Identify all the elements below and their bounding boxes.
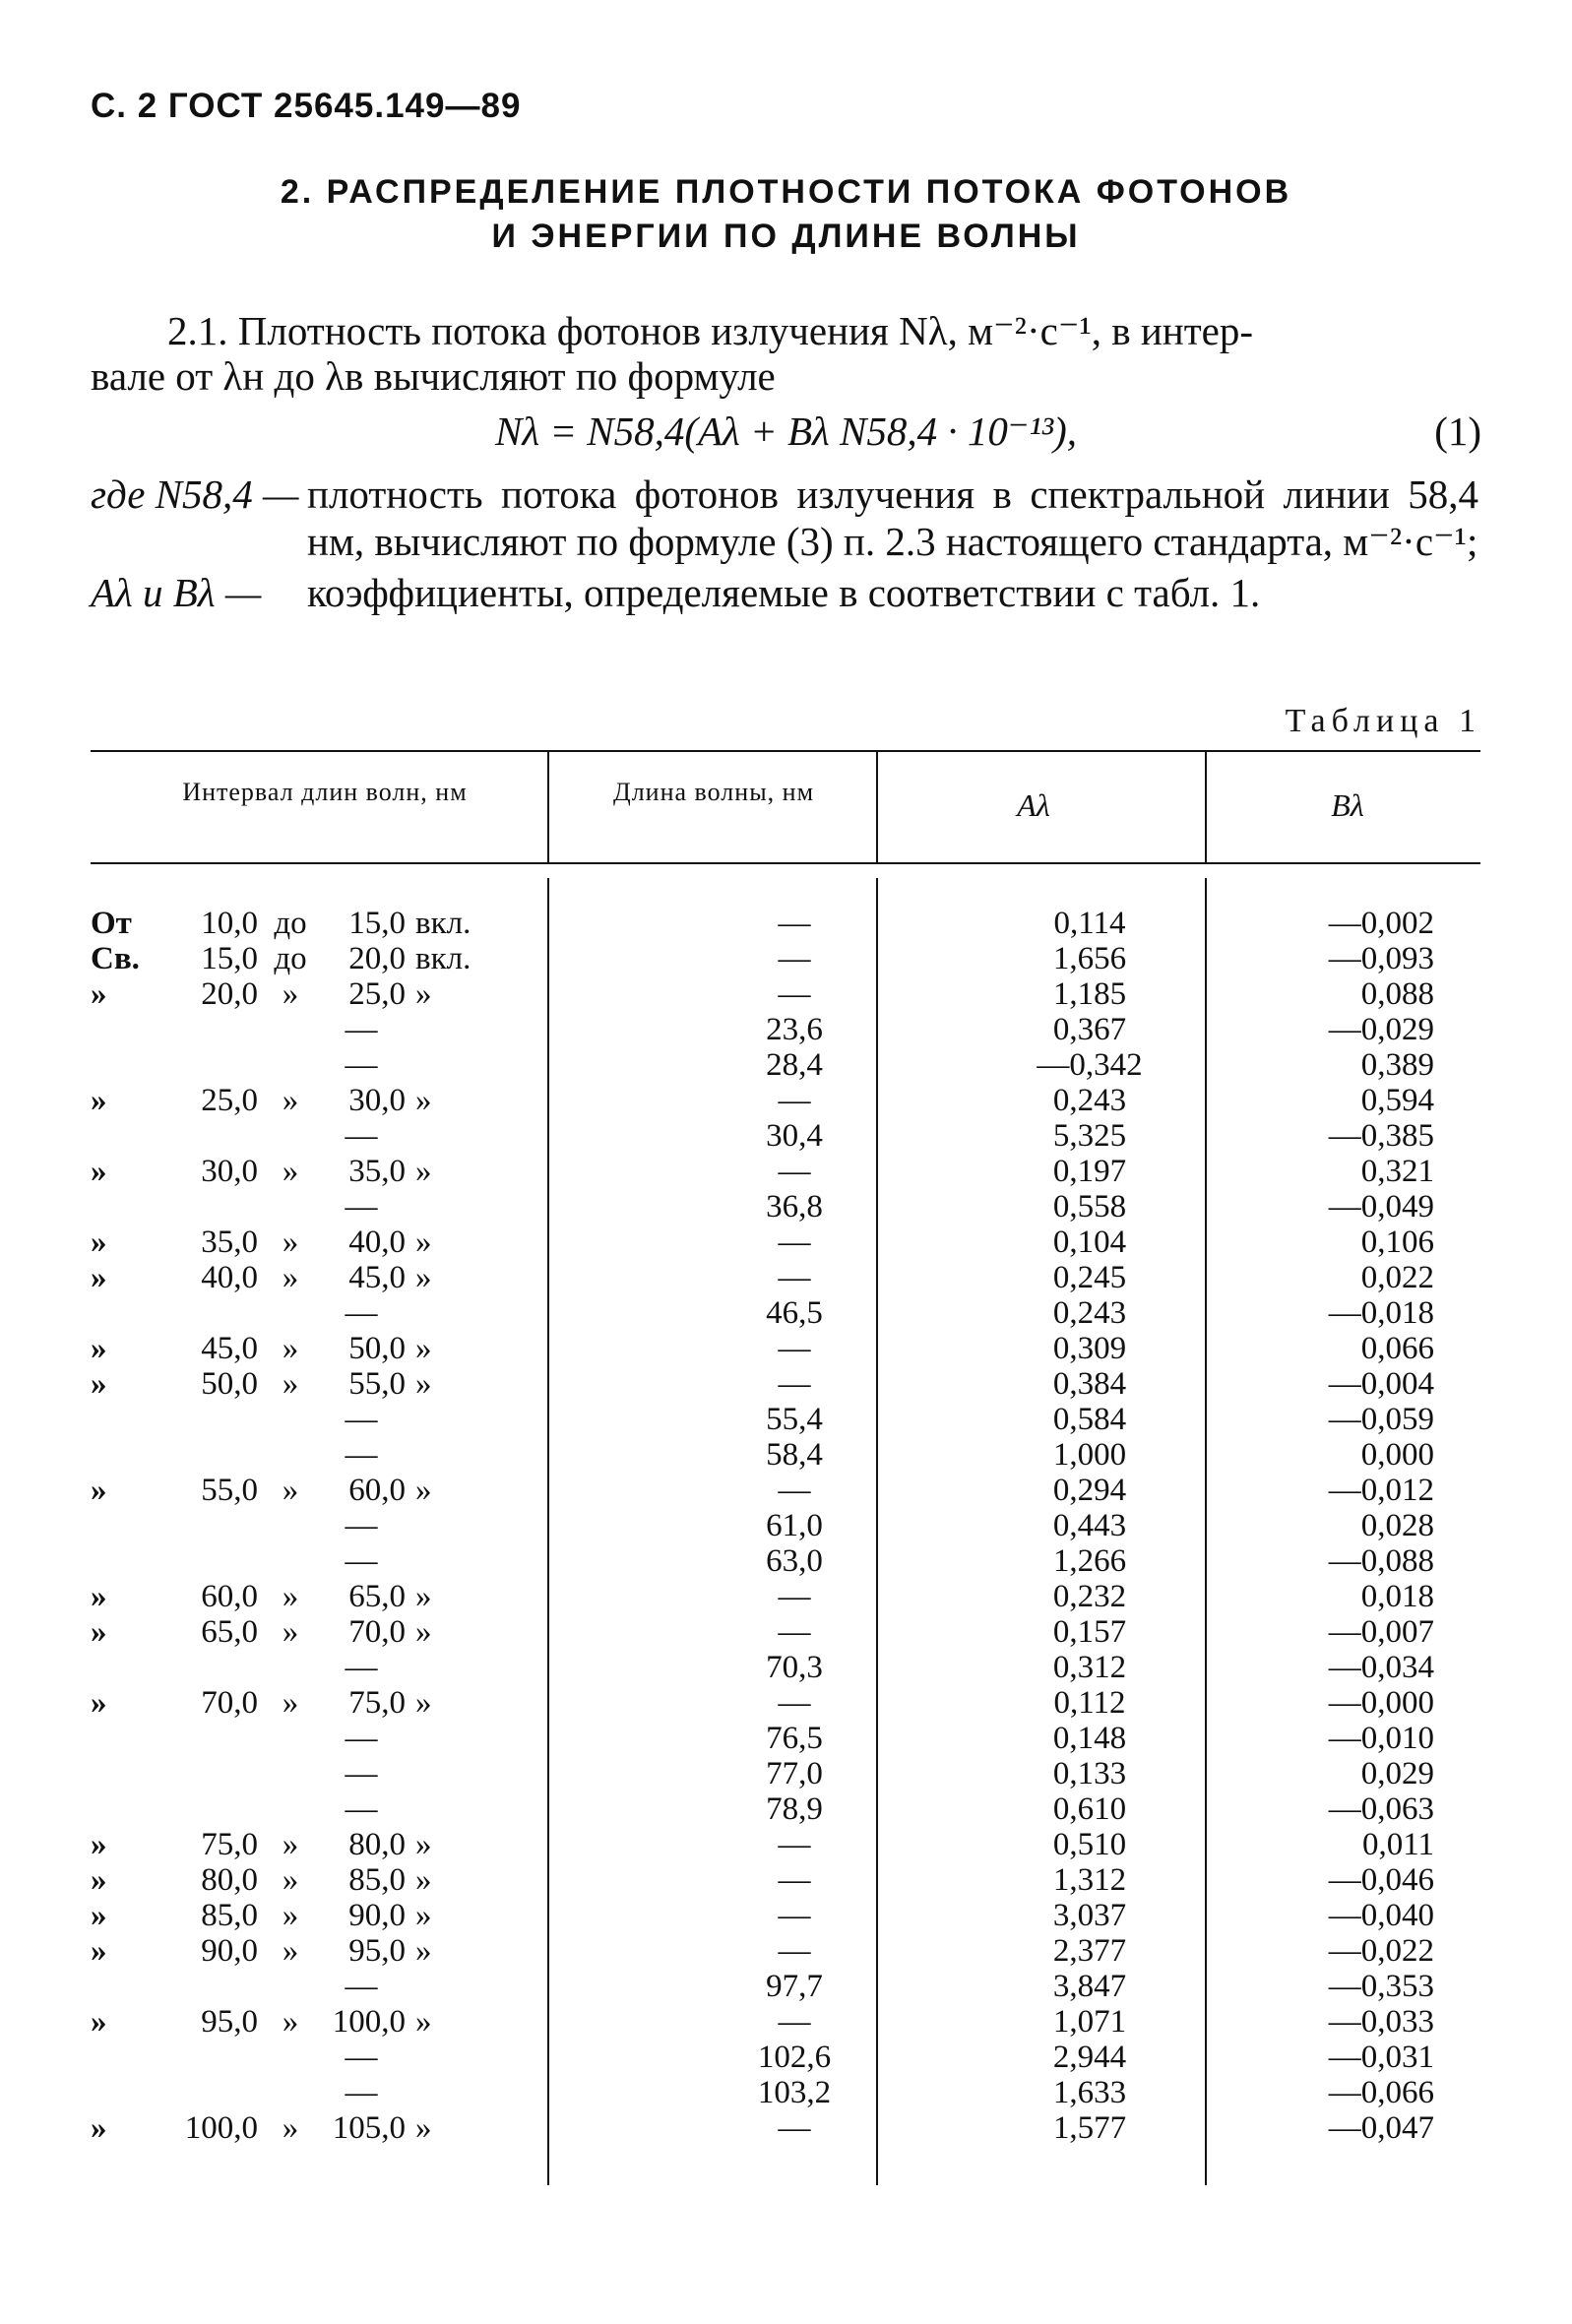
table-row xyxy=(91,1473,1480,1508)
a-lambda-cell: 0,157 xyxy=(1052,1614,1127,1650)
b-lambda-cell: 0,088 xyxy=(1360,976,1434,1012)
interval-dash: — xyxy=(345,1295,378,1331)
interval-to: 25,0 xyxy=(348,976,406,1012)
b-lambda-cell: 0,022 xyxy=(1360,1260,1434,1295)
b-lambda-cell: —0,018 xyxy=(1328,1295,1434,1331)
table-row xyxy=(91,1118,1480,1154)
wavelength-cell: 23,6 xyxy=(766,1012,823,1047)
wavelength-cell: — xyxy=(778,1933,811,1969)
interval-mid: » xyxy=(282,1366,299,1402)
b-lambda-cell: —0,007 xyxy=(1328,1614,1434,1650)
table-row xyxy=(91,1791,1480,1827)
wavelength-cell: — xyxy=(778,1898,811,1933)
header-divider xyxy=(547,750,549,862)
b-lambda-cell: —0,012 xyxy=(1328,1473,1434,1508)
a-lambda-cell: 0,232 xyxy=(1052,1579,1127,1614)
b-lambda-cell: 0,106 xyxy=(1360,1225,1434,1260)
table-row xyxy=(91,1508,1480,1543)
interval-mid: » xyxy=(282,1614,299,1650)
wavelength-cell: — xyxy=(778,1154,811,1189)
a-lambda-cell: 0,197 xyxy=(1052,1154,1127,1189)
wavelength-cell: — xyxy=(778,1862,811,1898)
a-lambda-cell: 0,312 xyxy=(1052,1650,1127,1685)
b-lambda-cell: —0,088 xyxy=(1328,1543,1434,1579)
definition-text: плотность потока фотонов излучения в спектральной линии 58,4 нм, вычисляют по формуле (3) п. 2.3 настоящего стандарта, м⁻²·с⁻¹; xyxy=(307,471,1478,564)
table-row xyxy=(91,1366,1480,1402)
interval-pre: » xyxy=(91,1473,107,1508)
b-lambda-cell: —0,385 xyxy=(1328,1118,1434,1154)
table-row xyxy=(91,2004,1480,2040)
b-lambda-cell: 0,011 xyxy=(1361,1827,1434,1862)
interval-mid: » xyxy=(282,2110,299,2146)
a-lambda-cell: 0,114 xyxy=(1053,906,1126,941)
interval-dash: — xyxy=(345,1969,378,2004)
header-wavelength: Длина волны, нм xyxy=(612,778,815,806)
paragraph-line-2: вале от λн до λв вычисляют по формуле xyxy=(91,353,776,399)
b-lambda-cell: —0,049 xyxy=(1328,1189,1434,1225)
interval-dash: — xyxy=(345,2040,378,2075)
b-lambda-cell: —0,063 xyxy=(1328,1791,1434,1827)
interval-to: 90,0 xyxy=(348,1898,406,1933)
b-lambda-cell: —0,059 xyxy=(1328,1402,1434,1437)
interval-dash: — xyxy=(345,1402,378,1437)
interval-pre: » xyxy=(91,1331,107,1366)
wavelength-cell: — xyxy=(778,1225,811,1260)
interval-dash: — xyxy=(345,1118,378,1154)
table-row xyxy=(91,1827,1480,1862)
table-row xyxy=(91,1685,1480,1721)
table-row xyxy=(91,1331,1480,1366)
table-row xyxy=(91,1862,1480,1898)
b-lambda-cell: —0,022 xyxy=(1328,1933,1434,1969)
interval-from: 35,0 xyxy=(201,1225,258,1260)
interval-to: 95,0 xyxy=(348,1933,406,1969)
interval-suf: » xyxy=(415,1473,432,1508)
interval-dash: — xyxy=(345,1756,378,1791)
table-row xyxy=(91,1260,1480,1295)
a-lambda-cell: 0,584 xyxy=(1052,1402,1127,1437)
table-body xyxy=(91,906,1480,2146)
wavelength-cell: — xyxy=(778,1260,811,1295)
a-lambda-cell: 0,104 xyxy=(1052,1225,1127,1260)
interval-mid: » xyxy=(282,1898,299,1933)
table-header-rule xyxy=(91,862,1480,864)
a-lambda-cell: 0,245 xyxy=(1052,1260,1127,1295)
wavelength-cell: — xyxy=(778,1685,811,1721)
interval-to: 75,0 xyxy=(348,1685,406,1721)
interval-suf: » xyxy=(415,1154,432,1189)
a-lambda-cell: 0,367 xyxy=(1052,1012,1127,1047)
interval-to: 30,0 xyxy=(348,1083,406,1118)
interval-pre: » xyxy=(91,1614,107,1650)
wavelength-cell: — xyxy=(778,976,811,1012)
a-lambda-cell: 0,443 xyxy=(1052,1508,1127,1543)
interval-suf: » xyxy=(415,1898,432,1933)
a-lambda-cell: 1,071 xyxy=(1052,2004,1127,2040)
table-row xyxy=(91,1898,1480,1933)
interval-pre: Св. xyxy=(91,941,140,976)
interval-from: 25,0 xyxy=(201,1083,258,1118)
interval-suf: » xyxy=(415,1933,432,1969)
interval-mid: до xyxy=(274,941,307,976)
a-lambda-cell: 1,266 xyxy=(1052,1543,1127,1579)
definition-term: где N58,4 — xyxy=(91,471,299,517)
interval-from: 10,0 xyxy=(201,906,258,941)
interval-mid: » xyxy=(282,1827,299,1862)
interval-mid: » xyxy=(282,1260,299,1295)
table-row xyxy=(91,1721,1480,1756)
b-lambda-cell: —0,000 xyxy=(1328,1685,1434,1721)
interval-mid: » xyxy=(282,2004,299,2040)
formula-number: (1) xyxy=(1434,408,1481,454)
table-row xyxy=(91,976,1480,1012)
a-lambda-cell: 0,294 xyxy=(1052,1473,1127,1508)
wavelength-cell: — xyxy=(778,1827,811,1862)
interval-pre: » xyxy=(91,1862,107,1898)
wavelength-cell: 28,4 xyxy=(766,1047,823,1083)
section-title-line1: 2. РАСПРЕДЕЛЕНИЕ ПЛОТНОСТИ ПОТОКА ФОТОНОВ xyxy=(280,173,1292,211)
a-lambda-cell: 1,185 xyxy=(1052,976,1127,1012)
interval-mid: » xyxy=(282,1862,299,1898)
a-lambda-cell: 1,312 xyxy=(1052,1862,1127,1898)
b-lambda-cell: —0,010 xyxy=(1328,1721,1434,1756)
interval-pre: От xyxy=(91,906,132,941)
interval-from: 20,0 xyxy=(201,976,258,1012)
interval-mid: » xyxy=(282,1473,299,1508)
b-lambda-cell: —0,031 xyxy=(1328,2040,1434,2075)
interval-from: 40,0 xyxy=(201,1260,258,1295)
a-lambda-cell: —0,342 xyxy=(1037,1047,1143,1083)
table-row xyxy=(91,2040,1480,2075)
header-divider xyxy=(1205,750,1207,862)
interval-to: 65,0 xyxy=(348,1579,406,1614)
interval-from: 50,0 xyxy=(201,1366,258,1402)
table-row xyxy=(91,2110,1480,2146)
wavelength-cell: — xyxy=(778,1331,811,1366)
a-lambda-cell: 1,633 xyxy=(1052,2075,1127,2110)
wavelength-cell: — xyxy=(778,1473,811,1508)
b-lambda-cell: —0,002 xyxy=(1328,906,1434,941)
wavelength-cell: — xyxy=(778,906,811,941)
interval-to: 45,0 xyxy=(348,1260,406,1295)
interval-pre: » xyxy=(91,2004,107,2040)
interval-pre: » xyxy=(91,1225,107,1260)
a-lambda-cell: 1,577 xyxy=(1052,2110,1127,2146)
interval-to: 60,0 xyxy=(348,1473,406,1508)
b-lambda-cell: —0,040 xyxy=(1328,1898,1434,1933)
a-lambda-cell: 0,558 xyxy=(1052,1189,1127,1225)
b-lambda-cell: 0,594 xyxy=(1360,1083,1434,1118)
interval-from: 30,0 xyxy=(201,1154,258,1189)
interval-mid: » xyxy=(282,1154,299,1189)
interval-dash: — xyxy=(345,1047,378,1083)
interval-dash: — xyxy=(345,1189,378,1225)
b-lambda-cell: —0,047 xyxy=(1328,2110,1434,2146)
table-row xyxy=(91,1402,1480,1437)
a-lambda-cell: 0,309 xyxy=(1052,1331,1127,1366)
b-lambda-cell: —0,034 xyxy=(1328,1650,1434,1685)
interval-to: 50,0 xyxy=(348,1331,406,1366)
interval-mid: » xyxy=(282,1225,299,1260)
b-lambda-cell: 0,028 xyxy=(1360,1508,1434,1543)
interval-suf: » xyxy=(415,1827,432,1862)
interval-dash: — xyxy=(345,1791,378,1827)
wavelength-cell: — xyxy=(778,1366,811,1402)
header-divider xyxy=(876,750,878,862)
interval-from: 70,0 xyxy=(201,1685,258,1721)
interval-from: 65,0 xyxy=(201,1614,258,1650)
interval-from: 55,0 xyxy=(201,1473,258,1508)
wavelength-cell: 63,0 xyxy=(766,1543,823,1579)
interval-suf: » xyxy=(415,1614,432,1650)
a-lambda-cell: 0,243 xyxy=(1052,1083,1127,1118)
interval-suf: вкл. xyxy=(415,941,472,976)
wavelength-cell: — xyxy=(778,941,811,976)
interval-pre: » xyxy=(91,1898,107,1933)
interval-suf: вкл. xyxy=(415,906,472,941)
table-row xyxy=(91,1083,1480,1118)
interval-from: 100,0 xyxy=(184,2110,258,2146)
interval-mid: » xyxy=(282,1579,299,1614)
section-title-line2: И ЭНЕРГИИ ПО ДЛИНЕ ВОЛНЫ xyxy=(491,218,1081,255)
b-lambda-cell: —0,093 xyxy=(1328,941,1434,976)
table-row xyxy=(91,2075,1480,2110)
interval-to: 35,0 xyxy=(348,1154,406,1189)
a-lambda-cell: 0,133 xyxy=(1052,1756,1127,1791)
interval-suf: » xyxy=(415,1225,432,1260)
interval-from: 80,0 xyxy=(201,1862,258,1898)
interval-pre: » xyxy=(91,1366,107,1402)
table-row xyxy=(91,1295,1480,1331)
a-lambda-cell: 0,610 xyxy=(1052,1791,1127,1827)
interval-suf: » xyxy=(415,1366,432,1402)
interval-pre: » xyxy=(91,1827,107,1862)
wavelength-cell: 103,2 xyxy=(757,2075,832,2110)
interval-from: 60,0 xyxy=(201,1579,258,1614)
wavelength-cell: 102,6 xyxy=(757,2040,832,2075)
table-row xyxy=(91,1969,1480,2004)
a-lambda-cell: 0,148 xyxy=(1052,1721,1127,1756)
table-row xyxy=(91,1154,1480,1189)
b-lambda-cell: 0,029 xyxy=(1360,1756,1434,1791)
interval-to: 20,0 xyxy=(348,941,406,976)
b-lambda-cell: —0,066 xyxy=(1328,2075,1434,2110)
wavelength-cell: 55,4 xyxy=(766,1402,823,1437)
interval-pre: » xyxy=(91,1260,107,1295)
table-row xyxy=(91,1012,1480,1047)
b-lambda-cell: 0,000 xyxy=(1360,1437,1434,1473)
table-row xyxy=(91,1225,1480,1260)
definition-coefficients xyxy=(91,569,1478,616)
b-lambda-cell: 0,389 xyxy=(1360,1047,1434,1083)
wavelength-cell: — xyxy=(778,1614,811,1650)
table-row xyxy=(91,906,1480,941)
header-interval: Интервал длин волн, нм xyxy=(182,778,468,806)
a-lambda-cell: 3,847 xyxy=(1052,1969,1127,2004)
a-lambda-cell: 1,000 xyxy=(1052,1437,1127,1473)
definition-n58 xyxy=(91,471,1478,565)
interval-dash: — xyxy=(345,1650,378,1685)
interval-from: 85,0 xyxy=(201,1898,258,1933)
interval-pre: » xyxy=(91,1933,107,1969)
interval-dash: — xyxy=(345,2075,378,2110)
definition-text: коэффициенты, определяемые в соответствии с табл. 1. xyxy=(307,570,1261,615)
interval-from: 45,0 xyxy=(201,1331,258,1366)
interval-mid: » xyxy=(282,1685,299,1721)
interval-mid: » xyxy=(282,1331,299,1366)
wavelength-cell: — xyxy=(778,1579,811,1614)
interval-suf: » xyxy=(415,1685,432,1721)
a-lambda-cell: 0,510 xyxy=(1052,1827,1127,1862)
interval-dash: — xyxy=(345,1543,378,1579)
interval-dash: — xyxy=(345,1508,378,1543)
interval-dash: — xyxy=(345,1437,378,1473)
table-row xyxy=(91,1543,1480,1579)
interval-from: 15,0 xyxy=(201,941,258,976)
wavelength-cell: 76,5 xyxy=(766,1721,823,1756)
wavelength-cell: 78,9 xyxy=(766,1791,823,1827)
interval-pre: » xyxy=(91,1154,107,1189)
interval-pre: » xyxy=(91,1685,107,1721)
table-row xyxy=(91,941,1480,976)
a-lambda-cell: 0,384 xyxy=(1052,1366,1127,1402)
b-lambda-cell: 0,018 xyxy=(1360,1579,1434,1614)
interval-to: 80,0 xyxy=(348,1827,406,1862)
interval-suf: » xyxy=(415,2004,432,2040)
interval-suf: » xyxy=(415,1260,432,1295)
interval-to: 15,0 xyxy=(348,906,406,941)
wavelength-cell: 61,0 xyxy=(766,1508,823,1543)
b-lambda-cell: —0,029 xyxy=(1328,1012,1434,1047)
wavelength-cell: — xyxy=(778,1083,811,1118)
wavelength-cell: 77,0 xyxy=(766,1756,823,1791)
interval-pre: » xyxy=(91,1579,107,1614)
paragraph-line-1: 2.1. Плотность потока фотонов излучения Nλ, м⁻²·с⁻¹, в интер- xyxy=(167,308,1254,353)
wavelength-cell: 36,8 xyxy=(766,1189,823,1225)
table-row xyxy=(91,1047,1480,1083)
interval-suf: » xyxy=(415,1579,432,1614)
b-lambda-cell: —0,033 xyxy=(1328,2004,1434,2040)
b-lambda-cell: —0,046 xyxy=(1328,1862,1434,1898)
interval-pre: » xyxy=(91,976,107,1012)
interval-mid: » xyxy=(282,976,299,1012)
wavelength-cell: — xyxy=(778,2004,811,2040)
table-row xyxy=(91,1189,1480,1225)
table-row xyxy=(91,1756,1480,1791)
definitions xyxy=(91,471,1478,616)
interval-suf: » xyxy=(415,1083,432,1118)
wavelength-cell: 58,4 xyxy=(766,1437,823,1473)
interval-mid: » xyxy=(282,1083,299,1118)
header-a-lambda: Aλ xyxy=(1017,787,1050,823)
wavelength-cell: — xyxy=(778,2110,811,2146)
interval-to: 100,0 xyxy=(332,2004,406,2040)
b-lambda-cell: 0,321 xyxy=(1360,1154,1434,1189)
interval-mid: » xyxy=(282,1933,299,1969)
a-lambda-cell: 3,037 xyxy=(1052,1898,1127,1933)
interval-suf: » xyxy=(415,1331,432,1366)
formula: Nλ = N58,4(Aλ + Bλ N58,4 · 10⁻¹³), xyxy=(494,408,1078,454)
interval-to: 40,0 xyxy=(348,1225,406,1260)
interval-pre: » xyxy=(91,1083,107,1118)
interval-from: 95,0 xyxy=(201,2004,258,2040)
table-row xyxy=(91,1437,1480,1473)
a-lambda-cell: 1,656 xyxy=(1052,941,1127,976)
table-row xyxy=(91,1579,1480,1614)
interval-to: 85,0 xyxy=(348,1862,406,1898)
wavelength-cell: 46,5 xyxy=(766,1295,823,1331)
a-lambda-cell: 2,944 xyxy=(1052,2040,1127,2075)
interval-dash: — xyxy=(345,1721,378,1756)
interval-suf: » xyxy=(415,1862,432,1898)
wavelength-cell: 97,7 xyxy=(766,1969,823,2004)
a-lambda-cell: 2,377 xyxy=(1052,1933,1127,1969)
interval-pre: » xyxy=(91,2110,107,2146)
wavelength-cell: 30,4 xyxy=(766,1118,823,1154)
table-caption: Таблица 1 xyxy=(1285,703,1481,739)
interval-to: 55,0 xyxy=(348,1366,406,1402)
a-lambda-cell: 0,243 xyxy=(1052,1295,1127,1331)
interval-suf: » xyxy=(415,976,432,1012)
wavelength-cell: 70,3 xyxy=(766,1650,823,1685)
table-row xyxy=(91,1614,1480,1650)
b-lambda-cell: —0,353 xyxy=(1328,1969,1434,2004)
definition-term: Aλ и Bλ — xyxy=(91,570,262,615)
interval-from: 75,0 xyxy=(201,1827,258,1862)
interval-to: 105,0 xyxy=(332,2110,406,2146)
a-lambda-cell: 5,325 xyxy=(1052,1118,1127,1154)
table-row xyxy=(91,1650,1480,1685)
interval-suf: » xyxy=(415,2110,432,2146)
table-top-rule xyxy=(91,750,1480,752)
a-lambda-cell: 0,112 xyxy=(1053,1685,1126,1721)
interval-from: 90,0 xyxy=(201,1933,258,1969)
interval-to: 70,0 xyxy=(348,1614,406,1650)
b-lambda-cell: —0,004 xyxy=(1328,1366,1434,1402)
interval-mid: до xyxy=(274,906,307,941)
interval-dash: — xyxy=(345,1012,378,1047)
header-b-lambda: Bλ xyxy=(1331,787,1364,823)
b-lambda-cell: 0,066 xyxy=(1360,1331,1434,1366)
table-row xyxy=(91,1933,1480,1969)
page-header: С. 2 ГОСТ 25645.149—89 xyxy=(91,87,522,125)
